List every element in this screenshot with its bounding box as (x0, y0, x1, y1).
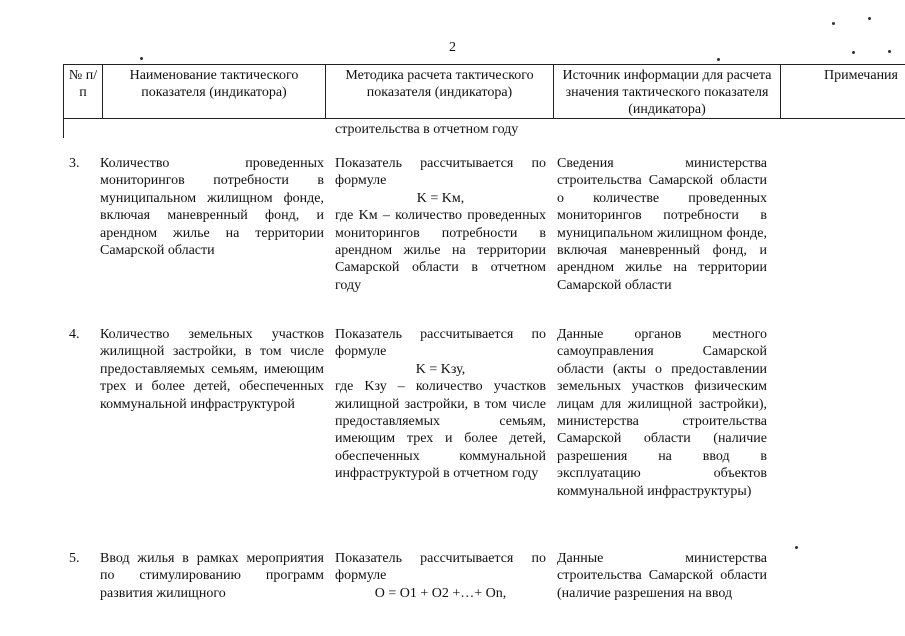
method-description: где Kм – количество проведенных мониторингов потребности в арендном жилье на территории Самарской области в отчетном году (335, 208, 546, 293)
scan-speck (140, 57, 143, 60)
indicator-name: Количество проведенных мониторингов потребности в муниципальном жилищном фонде, включая маневренный фонд, и арендном жилье на территории Самарской области (100, 156, 324, 259)
continuation-text: строительства в отчетном году (335, 122, 519, 137)
information-source: Данные министерства строительства Самарской области (наличие разрешения на ввод (557, 551, 767, 601)
row-number: 5. (69, 551, 80, 566)
scan-speck (717, 58, 720, 61)
calculation-method (335, 155, 546, 294)
information-source: Данные органов местного самоуправления Самарской области (акты о предоставлении земельных участков физическим лицам для жилищной застройки), министерства строительства Самарской области (наличие разрешения на ввод в эксплуатацию объектов коммунальной инфраструктуры) (557, 327, 767, 499)
header-information-source: Источник информации для расчета значения тактического показателя (индикатора) (554, 65, 781, 119)
scan-speck (852, 51, 855, 54)
header-calculation-method: Методика расчета тактического показателя (индикатора) (326, 65, 554, 119)
header-notes: Примечания (781, 65, 905, 119)
header-number: № п/п (64, 65, 103, 119)
indicator-name: Количество земельных участков жилищной застройки, в том числе предоставляемых семьям, имеющим трех и более детей, обеспеченных коммунальной инфраструктурой (100, 327, 324, 412)
table-header (63, 64, 905, 119)
formula: K = Kм, (416, 190, 465, 206)
information-source: Сведения министерства строительства Самарской области о количестве проведенных мониторингов потребности в муниципальном жилищном фонде, включая маневренный фонд, и арендном жилье на территории Самарской области (557, 156, 767, 293)
row-number: 4. (69, 327, 80, 342)
scan-speck (832, 22, 835, 25)
table-left-border (63, 118, 64, 138)
row-number: 3. (69, 156, 80, 171)
indicator-name: Ввод жилья в рамках мероприятия по стимулированию программ развития жилищного (100, 551, 324, 601)
method-intro: Показатель рассчитывается по формуле (335, 156, 546, 189)
method-description: где Kзу – количество участков жилищной застройки, в том числе предоставляемых семьям, имеющим трех и более детей, обеспеченных коммунальной инфраструктурой в отчетном году (335, 379, 546, 482)
scan-speck (868, 17, 871, 20)
formula: O = O1 + O2 +…+ On, (374, 585, 507, 601)
calculation-method (335, 550, 546, 602)
scan-speck (888, 50, 891, 53)
page-number: 2 (449, 40, 456, 55)
method-intro: Показатель рассчитывается по формуле (335, 551, 546, 584)
calculation-method (335, 326, 546, 483)
header-indicator-name: Наименование тактического показателя (индикатора) (103, 65, 326, 119)
formula: K = Kзу, (415, 361, 466, 377)
scan-speck (795, 546, 798, 549)
method-intro: Показатель рассчитывается по формуле (335, 327, 546, 360)
